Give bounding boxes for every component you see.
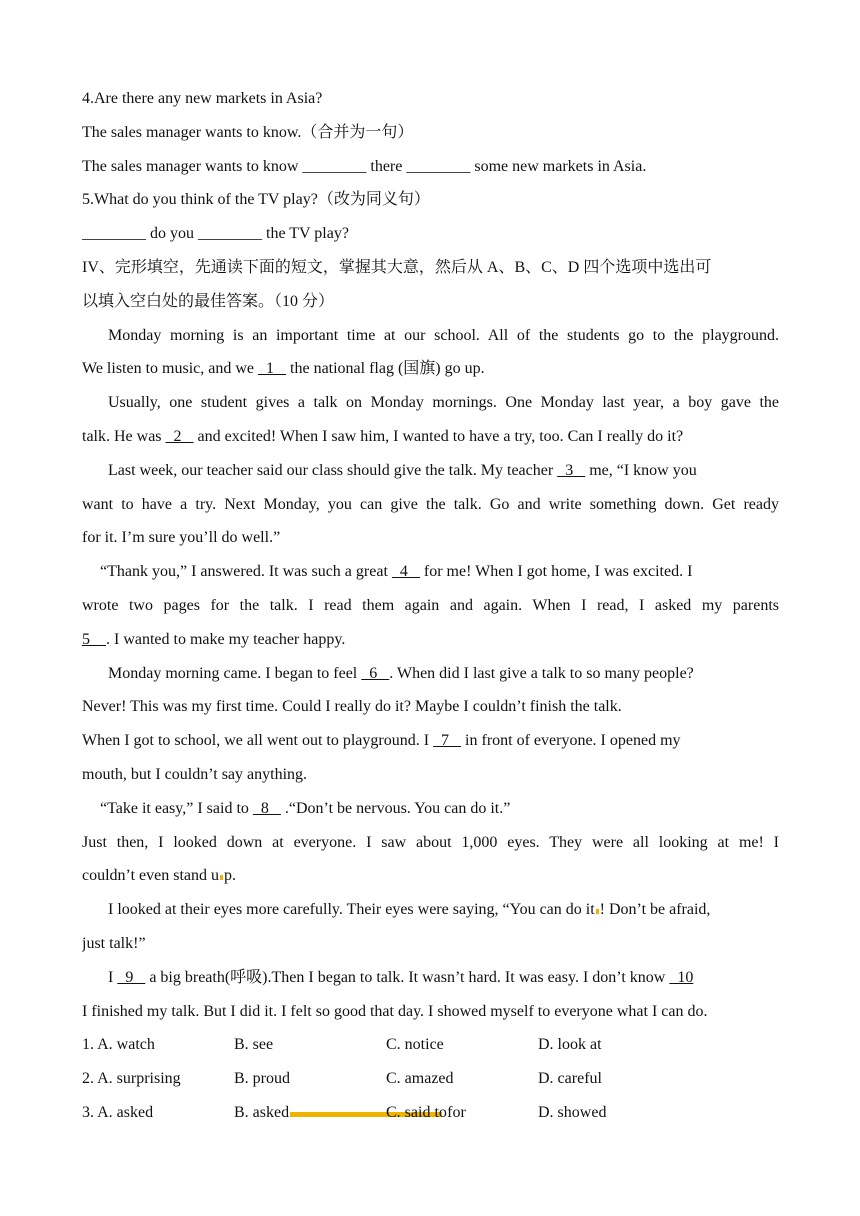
text-span: talk. He was xyxy=(82,427,166,445)
option-c: C. amazed xyxy=(386,1070,454,1088)
text-span: for me! When I got home, I was excited. I xyxy=(419,563,693,581)
blank-3: 3 xyxy=(557,461,586,479)
question-4: 4.Are there any new markets in Asia? xyxy=(82,90,323,107)
edit-mark-icon xyxy=(220,875,223,880)
text-span: “Take it easy,” I said to xyxy=(100,799,253,817)
passage-line: Just then, I looked down at everyone. I saw about 1,000 eyes. They were all looking at me! I xyxy=(82,833,779,851)
question-4-instruction: The sales manager wants to know.（合并为一句） xyxy=(82,123,414,141)
passage-line: for it. I’m sure you’ll do well.” xyxy=(82,529,281,547)
text-span: me, “I know you xyxy=(585,461,697,479)
option-a: 2. A. surprising xyxy=(82,1070,181,1088)
blank-10: 10 xyxy=(669,968,694,986)
passage-line: want to have a try. Next Monday, you can give the talk. Go and write something down. Get ready xyxy=(82,495,779,513)
text-span: Last week, our teacher said our class should give the talk. My teacher xyxy=(108,461,558,479)
option-d: D. showed xyxy=(538,1103,607,1121)
section-iv-heading-cont: 以填入空白处的最佳答案。（10 分） xyxy=(82,292,335,310)
passage-line xyxy=(82,657,779,691)
option-row-2 xyxy=(82,1062,779,1096)
option-row-1 xyxy=(82,1028,779,1062)
option-d: D. careful xyxy=(538,1070,602,1088)
question-5: 5.What do you think of the TV play?（改为同义句） xyxy=(82,191,430,209)
text-span: p. xyxy=(224,867,237,885)
text-span: . I wanted to make my teacher happy. xyxy=(106,630,346,648)
blank-8: 8 xyxy=(252,799,281,817)
edit-mark-icon xyxy=(596,909,599,914)
passage-line: Monday morning is an important time at our school. All of the students go to the playground. xyxy=(108,326,779,344)
passage-line: just talk!” xyxy=(82,934,146,952)
passage-line xyxy=(82,961,779,995)
blank-5: 5 xyxy=(82,630,106,648)
passage-line: mouth, but I couldn’t say anything. xyxy=(82,765,308,783)
blank-2: 2 xyxy=(165,427,194,445)
passage-line xyxy=(82,893,779,927)
document-page xyxy=(82,82,779,1130)
option-c: C. said to xyxy=(386,1103,447,1121)
text-span: a big breath(呼吸).Then I began to talk. It wasn’t hard. It was easy. I don’t know xyxy=(145,968,670,986)
passage-line xyxy=(82,352,779,386)
text-span: ! Don’t be afraid, xyxy=(599,901,711,919)
option-b-tail: for xyxy=(443,1103,466,1121)
option-row-3 xyxy=(82,1096,779,1130)
option-b-text: B. asked xyxy=(234,1103,290,1121)
passage-line: Usually, one student gives a talk on Monday mornings. One Monday last year, a boy gave the xyxy=(108,394,779,412)
passage-line xyxy=(82,454,779,488)
option-a: 1. A. watch xyxy=(82,1036,155,1054)
option-b: B. see xyxy=(234,1036,274,1054)
text-span: I looked at their eyes more carefully. Their eyes were saying, “You can do it xyxy=(108,901,595,919)
text-span: and excited! When I saw him, I wanted to have a try, too. Can I really do it? xyxy=(193,427,684,445)
passage-line xyxy=(82,420,779,454)
passage-line: wrote two pages for the talk. I read them again and again. When I read, I asked my parents xyxy=(82,596,779,614)
blank-6: 6 xyxy=(361,664,390,682)
option-b: B. proud xyxy=(234,1070,290,1088)
text-span: .“Don’t be nervous. You can do it.” xyxy=(280,799,511,817)
option-d: D. look at xyxy=(538,1036,602,1054)
passage-line xyxy=(82,623,779,657)
option-c: C. notice xyxy=(386,1036,444,1054)
text-span: in front of everyone. I opened my xyxy=(461,732,681,750)
text-span: the national flag (国旗) go up. xyxy=(286,360,485,378)
blank-1: 1 xyxy=(258,360,287,378)
passage-line xyxy=(82,792,779,826)
blank-7: 7 xyxy=(433,732,462,750)
text-span: “Thank you,” I answered. It was such a great xyxy=(100,563,392,581)
option-a: 3. A. asked xyxy=(82,1103,154,1121)
passage-line: Never! This was my first time. Could I really do it? Maybe I couldn’t finish the talk. xyxy=(82,698,622,716)
passage-line xyxy=(82,859,779,893)
question-4-answer-line: The sales manager wants to know ________ there ________ some new markets in Asia. xyxy=(82,157,647,175)
text-span: couldn’t even stand u xyxy=(82,867,220,885)
passage-line: I finished my talk. But I did it. I felt so good that day. I showed myself to everyone what I can do. xyxy=(82,1002,708,1020)
passage-line xyxy=(82,724,779,758)
text-span: Monday morning came. I began to feel xyxy=(108,664,362,682)
text-span: I xyxy=(108,968,118,986)
passage-line xyxy=(82,555,779,589)
question-5-answer-line: ________ do you ________ the TV play? xyxy=(82,225,349,243)
text-span: When I got to school, we all went out to playground. I xyxy=(82,732,434,750)
text-span: . When did I last give a talk to so many people? xyxy=(389,664,694,682)
section-iv-heading: IV、完形填空，先通读下面的短文，掌握其大意，然后从 A、B、C、D 四个选项中选出可 xyxy=(82,258,712,276)
blank-9: 9 xyxy=(117,968,146,986)
text-span: We listen to music, and we xyxy=(82,360,259,378)
blank-4: 4 xyxy=(391,563,420,581)
